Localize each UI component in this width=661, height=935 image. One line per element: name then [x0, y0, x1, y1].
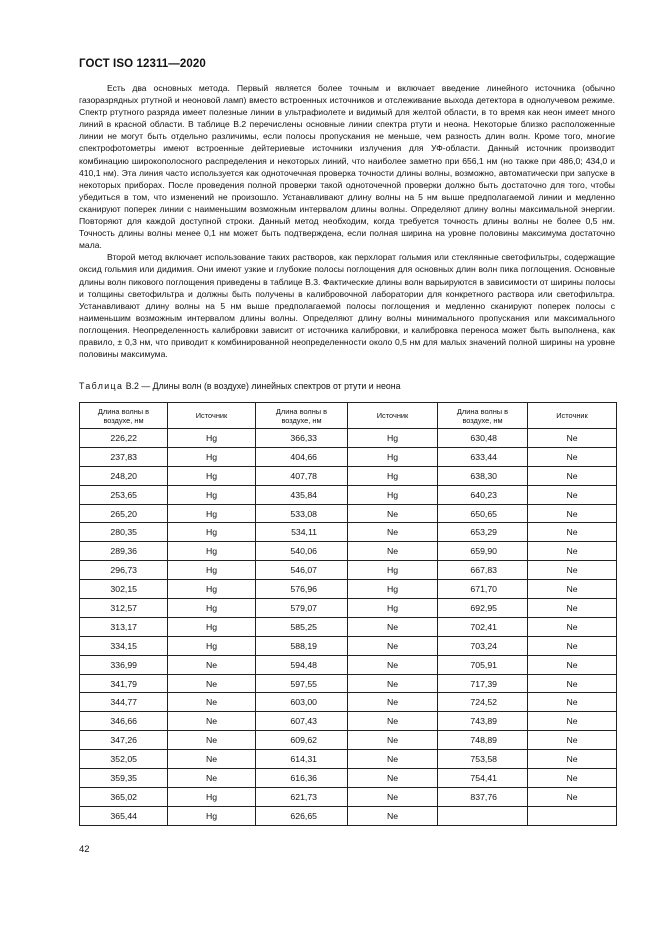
wavelength-cell: 638,30 [438, 466, 528, 485]
source-cell: Hg [168, 561, 256, 580]
source-cell: Ne [528, 466, 617, 485]
table-caption-label: Таблица [79, 381, 124, 391]
wavelength-cell: 280,35 [80, 523, 168, 542]
table-row [80, 561, 617, 580]
source-cell: Ne [528, 617, 617, 636]
document-header: ГОСТ ISO 12311—2020 [79, 58, 206, 70]
wavelength-cell: 365,02 [80, 787, 168, 806]
wavelength-cell: 359,35 [80, 769, 168, 788]
wavelength-cell: 724,52 [438, 693, 528, 712]
paragraph-method-two: Второй метод включает использование таких растворов, как перхлорат гольмия или стеклянные светофильтры, содержащие оксид гольмия или дидимия. Они имеют узкие и глубокие полосы поглощения для основных длин волн пика поглощения. Основные длины волн пикового поглощения приведены в таблице В.3. Фактические длины волн варьируются в зависимости от ширины полосы и толщины светофильтра и должны быть получены в калибровочной лаборатории для конкретного раствора или светофильтра. Устанавливают длину волны на 5 нм выше предполагаемой полосы поглощения и медленно сканируют поперек полосы с наименьшим возможным интервалом длины волны. Определяют длину волны минимального пропускания или максимального поглощения. Неопределенность калибровки зависит от источника калибровки, и калибровка переноса может быть выполнена, как правило, ± 0,3 нм, что приводит к комбинированной неопределенности около 0,5 нм для малых значений полной ширины на уровне половины максимума. [79, 252, 615, 360]
source-cell: Ne [168, 769, 256, 788]
source-cell: Ne [168, 750, 256, 769]
table-row [80, 617, 617, 636]
column-header-wavelength: Длина волны в воздухе, нм [438, 403, 528, 429]
source-cell: Ne [168, 731, 256, 750]
wavelength-cell: 609,62 [256, 731, 348, 750]
source-cell: Hg [168, 523, 256, 542]
wavelength-cell: 226,22 [80, 429, 168, 448]
source-cell: Ne [348, 542, 438, 561]
wavelength-cell: 313,17 [80, 617, 168, 636]
wavelength-cell: 312,57 [80, 599, 168, 618]
table-row [80, 504, 617, 523]
wavelength-cell: 703,24 [438, 636, 528, 655]
source-cell: Hg [168, 504, 256, 523]
table-row [80, 466, 617, 485]
source-cell: Hg [168, 542, 256, 561]
source-cell: Ne [348, 731, 438, 750]
wavelength-table [79, 402, 617, 826]
wavelength-cell: 341,79 [80, 674, 168, 693]
source-cell [528, 806, 617, 825]
source-cell: Hg [168, 617, 256, 636]
wavelength-cell: 705,91 [438, 655, 528, 674]
source-cell: Ne [528, 787, 617, 806]
wavelength-cell: 546,07 [256, 561, 348, 580]
wavelength-cell: 640,23 [438, 485, 528, 504]
table-row [80, 523, 617, 542]
source-cell: Hg [168, 485, 256, 504]
wavelength-cell: 346,66 [80, 712, 168, 731]
source-cell: Hg [348, 599, 438, 618]
table-row [80, 806, 617, 825]
table-header [80, 403, 617, 429]
source-cell: Ne [348, 769, 438, 788]
wavelength-cell: 576,96 [256, 580, 348, 599]
table-row [80, 655, 617, 674]
source-cell: Ne [348, 674, 438, 693]
source-cell: Hg [348, 429, 438, 448]
wavelength-cell: 717,39 [438, 674, 528, 693]
table-row [80, 731, 617, 750]
wavelength-cell: 702,41 [438, 617, 528, 636]
source-cell: Ne [348, 787, 438, 806]
source-cell: Ne [168, 693, 256, 712]
body-text [79, 82, 615, 360]
source-cell: Ne [528, 447, 617, 466]
wavelength-cell: 365,44 [80, 806, 168, 825]
wavelength-cell: 667,83 [438, 561, 528, 580]
wavelength-cell: 289,36 [80, 542, 168, 561]
wavelength-cell: 533,08 [256, 504, 348, 523]
wavelength-cell: 748,89 [438, 731, 528, 750]
wavelength-cell: 653,29 [438, 523, 528, 542]
wavelength-cell: 650,65 [438, 504, 528, 523]
table-caption-text: В.2 — Длины волн (в воздухе) линейных спектров от ртути и неона [123, 381, 401, 391]
table-row [80, 599, 617, 618]
wavelength-cell: 237,83 [80, 447, 168, 466]
source-cell: Hg [168, 636, 256, 655]
source-cell: Ne [528, 769, 617, 788]
source-cell: Ne [528, 504, 617, 523]
table-row [80, 636, 617, 655]
table-header-row [80, 403, 617, 429]
wavelength-cell: 407,78 [256, 466, 348, 485]
column-header-wavelength: Длина волны в воздухе, нм [80, 403, 168, 429]
source-cell: Ne [528, 429, 617, 448]
source-cell: Hg [168, 580, 256, 599]
wavelength-cell: 753,58 [438, 750, 528, 769]
source-cell: Ne [348, 504, 438, 523]
source-cell: Hg [168, 429, 256, 448]
source-cell: Ne [528, 693, 617, 712]
source-cell: Ne [528, 750, 617, 769]
column-header-source: Источник [348, 403, 438, 429]
table-row [80, 787, 617, 806]
wavelength-cell: 540,06 [256, 542, 348, 561]
table-row [80, 447, 617, 466]
source-cell: Ne [528, 599, 617, 618]
source-cell: Ne [528, 561, 617, 580]
source-cell: Ne [168, 655, 256, 674]
source-cell: Ne [528, 542, 617, 561]
source-cell: Ne [348, 636, 438, 655]
wavelength-cell: 603,00 [256, 693, 348, 712]
wavelength-cell: 336,99 [80, 655, 168, 674]
table-body [80, 429, 617, 826]
source-cell: Hg [168, 447, 256, 466]
wavelength-cell: 265,20 [80, 504, 168, 523]
wavelength-cell: 597,55 [256, 674, 348, 693]
source-cell: Hg [348, 466, 438, 485]
column-header-source: Источник [528, 403, 617, 429]
wavelength-cell: 585,25 [256, 617, 348, 636]
wavelength-cell: 344,77 [80, 693, 168, 712]
table-row [80, 693, 617, 712]
page-number: 42 [79, 844, 90, 855]
wavelength-cell: 594,48 [256, 655, 348, 674]
paragraph-method-one: Есть два основных метода. Первый является более точным и включает введение линейного источника (обычно газоразрядных ртутной и неоновой ламп) вместо встроенных источников и отслеживание выхода детектора в однолучевом режиме. Спектр ртутного разряда имеет полезные линии в ультрафиолете и видимый для желтой области, в то время как неон имеет много линий в красной области. В таблице В.2 перечислены основные линии спектра ртути и неона. Некоторые близко расположенные линии не могут быть отдельно различимы, если полосы пропускания не меньше, чем разность длин волн. Кроме того, многие спектрофотометры имеют встроенные дейтериевые источники излучения для УФ-области. Данный источник производит комбинацию широкополосного распределения и некоторых линий, что наиболее заметно при 656,1 нм (но также при 486,0; 434,0 и 410,1 нм). Эта линия часто используется как одноточечная проверка точности длины волны, возможно, автоматически при запуске в некоторых приборах. После проведения полной проверки такой одноточечной проверки должно быть достаточно для того, чтобы убедиться в том, что изменений не произошло. Устанавливают длину волны на 5 нм выше предполагаемой линии и медленно сканируют поперек линии с наименьшим возможным интервалом длины волны. Определяют длину волны максимальной энергии. Повторяют для каждой доступной строки. Данный метод необходим, когда требуется точность длины волны не более 0,5 нм. Точность длины волны менее 0,1 нм может быть подтверждена, если полная ширина на уровне половины максимума достаточно мала. [79, 83, 615, 251]
table-row [80, 712, 617, 731]
wavelength-cell: 248,20 [80, 466, 168, 485]
source-cell: Ne [348, 806, 438, 825]
source-cell: Hg [348, 580, 438, 599]
source-cell: Ne [528, 580, 617, 599]
table-row [80, 580, 617, 599]
wavelength-cell: 616,36 [256, 769, 348, 788]
wavelength-cell [438, 806, 528, 825]
wavelength-cell: 296,73 [80, 561, 168, 580]
source-cell: Ne [168, 674, 256, 693]
table-caption [79, 381, 401, 391]
wavelength-cell: 614,31 [256, 750, 348, 769]
source-cell: Ne [528, 523, 617, 542]
source-cell: Ne [528, 655, 617, 674]
source-cell: Ne [348, 617, 438, 636]
source-cell: Ne [528, 636, 617, 655]
wavelength-cell: 352,05 [80, 750, 168, 769]
source-cell: Hg [348, 447, 438, 466]
table-row [80, 429, 617, 448]
wavelength-cell: 347,26 [80, 731, 168, 750]
table-row [80, 769, 617, 788]
wavelength-cell: 334,15 [80, 636, 168, 655]
wavelength-cell: 302,15 [80, 580, 168, 599]
wavelength-cell: 435,84 [256, 485, 348, 504]
table-row [80, 750, 617, 769]
wavelength-cell: 621,73 [256, 787, 348, 806]
source-cell: Ne [528, 712, 617, 731]
wavelength-cell: 692,95 [438, 599, 528, 618]
source-cell: Hg [168, 599, 256, 618]
source-cell: Hg [348, 485, 438, 504]
source-cell: Ne [528, 485, 617, 504]
source-cell: Hg [168, 466, 256, 485]
source-cell: Hg [348, 561, 438, 580]
source-cell: Ne [528, 731, 617, 750]
wavelength-cell: 671,70 [438, 580, 528, 599]
table-row [80, 485, 617, 504]
wavelength-cell: 659,90 [438, 542, 528, 561]
source-cell: Ne [528, 674, 617, 693]
source-cell: Ne [348, 693, 438, 712]
wavelength-cell: 607,43 [256, 712, 348, 731]
column-header-wavelength: Длина волны в воздухе, нм [256, 403, 348, 429]
wavelength-cell: 253,65 [80, 485, 168, 504]
table-row [80, 542, 617, 561]
source-cell: Ne [348, 655, 438, 674]
source-cell: Hg [168, 787, 256, 806]
wavelength-cell: 404,66 [256, 447, 348, 466]
wavelength-cell: 630,48 [438, 429, 528, 448]
table-row [80, 674, 617, 693]
wavelength-cell: 626,65 [256, 806, 348, 825]
wavelength-cell: 579,07 [256, 599, 348, 618]
wavelength-cell: 534,11 [256, 523, 348, 542]
wavelength-cell: 754,41 [438, 769, 528, 788]
wavelength-cell: 633,44 [438, 447, 528, 466]
source-cell: Ne [348, 523, 438, 542]
column-header-source: Источник [168, 403, 256, 429]
wavelength-cell: 837,76 [438, 787, 528, 806]
source-cell: Ne [348, 712, 438, 731]
wavelength-cell: 366,33 [256, 429, 348, 448]
source-cell: Hg [168, 806, 256, 825]
source-cell: Ne [348, 750, 438, 769]
wavelength-cell: 588,19 [256, 636, 348, 655]
wavelength-cell: 743,89 [438, 712, 528, 731]
source-cell: Ne [168, 712, 256, 731]
